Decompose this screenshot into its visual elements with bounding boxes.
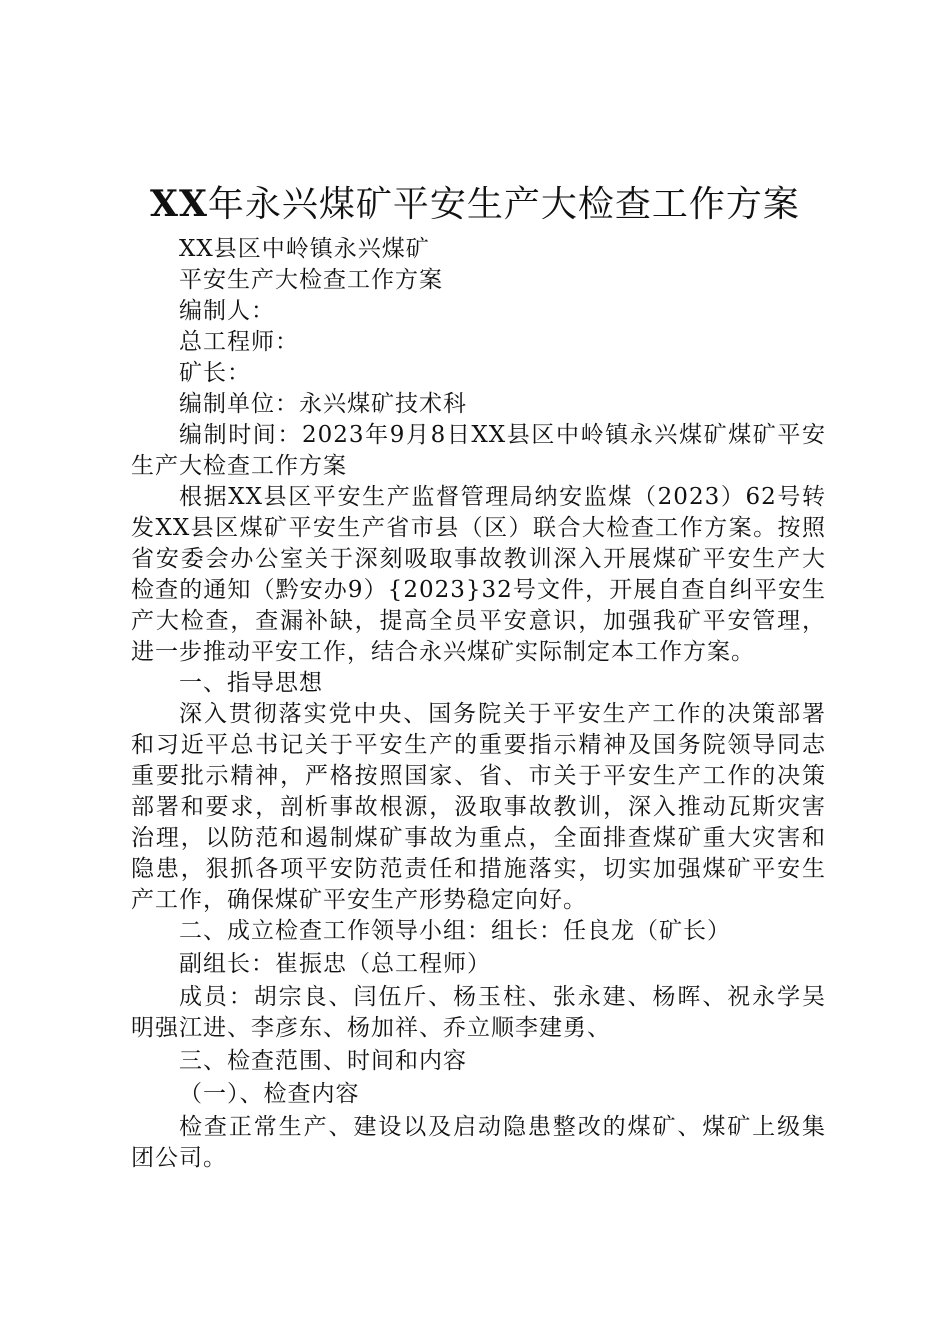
title-prefix: XX: [150, 183, 208, 225]
paragraph-date: 编制时间：2023年9月8日XX县区中岭镇永兴煤矿煤矿平安生产大检查工作方案: [131, 422, 826, 479]
title-text: 年永兴煤矿平安生产大检查工作方案: [207, 184, 800, 225]
section1-heading: 一、指导思想: [179, 670, 323, 696]
header-line-chief-engineer: 总工程师：: [179, 329, 299, 355]
section3-body: 检查正常生产、建设以及启动隐患整改的煤矿、煤矿上级集团公司。: [131, 1114, 826, 1171]
header-line-mine-director: 矿长：: [179, 360, 251, 386]
header-line-unit: 编制单位：永兴煤矿技术科: [179, 391, 467, 417]
section1-body: 深入贯彻落实党中央、国务院关于平安生产工作的决策部署和习近平总书记关于平安生产的重要指示精神及国务院领导同志重要批示精神，严格按照国家、省、市关于平安生产工作的决策部署和要求，剖析事故根源，汲取事故教训，深入推动瓦斯灾害治理，以防范和遏制煤矿事故为重点，全面排查煤矿重大灾害和隐患，狠抓各项平安防范责任和措施落实，切实加强煤矿平安生产工作，确保煤矿平安生产形势稳定向好。: [131, 701, 826, 913]
document-title: [0, 178, 950, 231]
header-line-author: 编制人：: [179, 298, 275, 324]
header-line-county: XX县区中岭镇永兴煤矿: [179, 236, 430, 262]
document-body: [131, 234, 826, 1174]
header-line-plan-name: 平安生产大检查工作方案: [179, 267, 443, 293]
section3-subheading: （一）、检查内容: [179, 1081, 360, 1107]
section2-heading: 二、成立检查工作领导小组：组长：任良龙（矿长）: [179, 918, 731, 944]
section2-members: 成员：胡宗良、闫伍斤、杨玉柱、张永建、杨晖、祝永学吴明强江进、李彦东、杨加祥、乔立顺李建勇、: [131, 984, 826, 1041]
section2-deputy: 副组长：崔振忠（总工程师）: [179, 951, 491, 977]
section3-heading: 三、检查范围、时间和内容: [179, 1048, 467, 1074]
paragraph-basis: 根据XX县区平安生产监督管理局纳安监煤（2023）62号转发XX县区煤矿平安生产省市县（区）联合大检查工作方案。按照省安委会办公室关于深刻吸取事故教训深入开展煤矿平安生产大检查的通知（黔安办9）{2023}32号文件，开展自查自纠平安生产大检查，查漏补缺，提高全员平安意识，加强我矿平安管理，进一步推动平安工作，结合永兴煤矿实际制定本工作方案。: [131, 484, 826, 665]
